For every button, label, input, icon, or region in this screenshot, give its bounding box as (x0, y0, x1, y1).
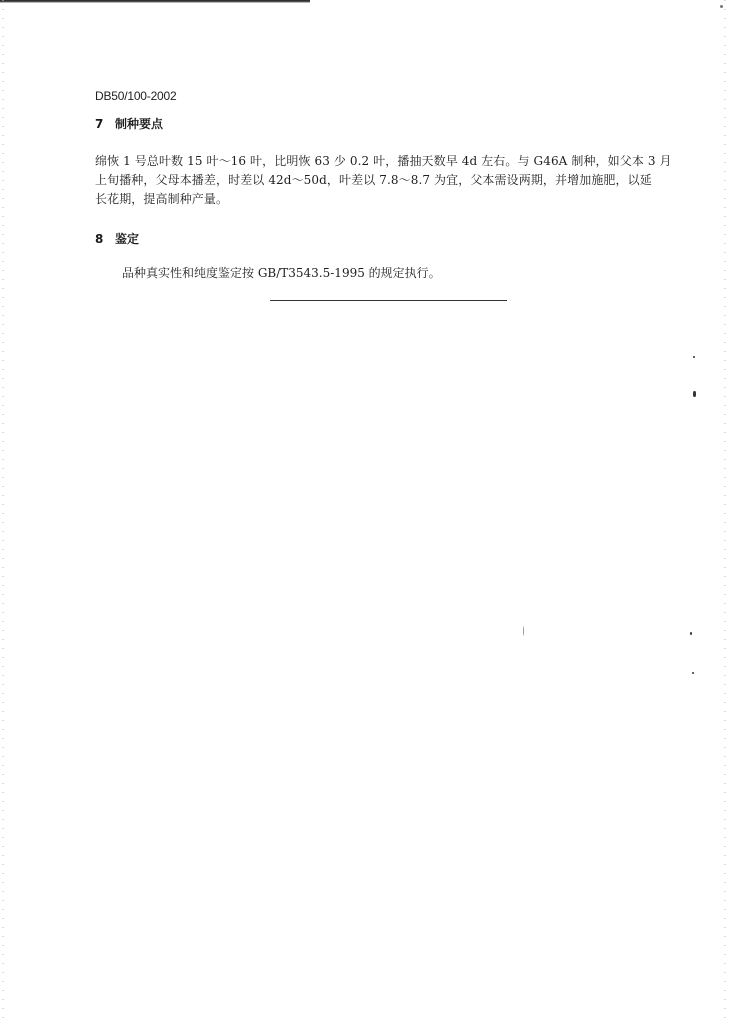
section-7-line-2: 上旬播种，父母本播差，时差以 42d～50d，叶差以 7.8～8.7 为宜，父本需设两期，并增加施肥，以延 (95, 173, 652, 187)
section-8-title: 鉴定 (115, 232, 140, 246)
section-8-text: 品种真实性和纯度鉴定按 GB/T3543.5-1995 的规定执行。 (122, 266, 441, 280)
document-id: DB50/100-2002 (95, 89, 177, 103)
section-7-line-1: 绵恢 1 号总叶数 15 叶～16 叶，比明恢 63 少 0.2 叶，播抽天数早 4d 左右。与 G46A 制种，如父本 3 月 (95, 154, 672, 168)
scan-noise-right (724, 0, 726, 1024)
section-7-heading (95, 115, 163, 132)
end-of-document-rule (270, 300, 507, 301)
scan-speck (523, 626, 524, 636)
section-8-heading (95, 230, 139, 247)
section-7-number: 7 (95, 117, 104, 131)
section-8-number: 8 (95, 232, 104, 246)
scan-speck (692, 672, 694, 674)
scan-speck (693, 356, 695, 358)
scan-edge-bar (0, 0, 310, 3)
scan-speck (690, 632, 692, 635)
scan-speck (720, 5, 723, 8)
section-7-title: 制种要点 (115, 117, 164, 131)
scan-speck (693, 391, 696, 397)
section-7-line-3: 长花期，提高制种产量。 (95, 192, 229, 206)
scan-noise-left (2, 0, 4, 1024)
